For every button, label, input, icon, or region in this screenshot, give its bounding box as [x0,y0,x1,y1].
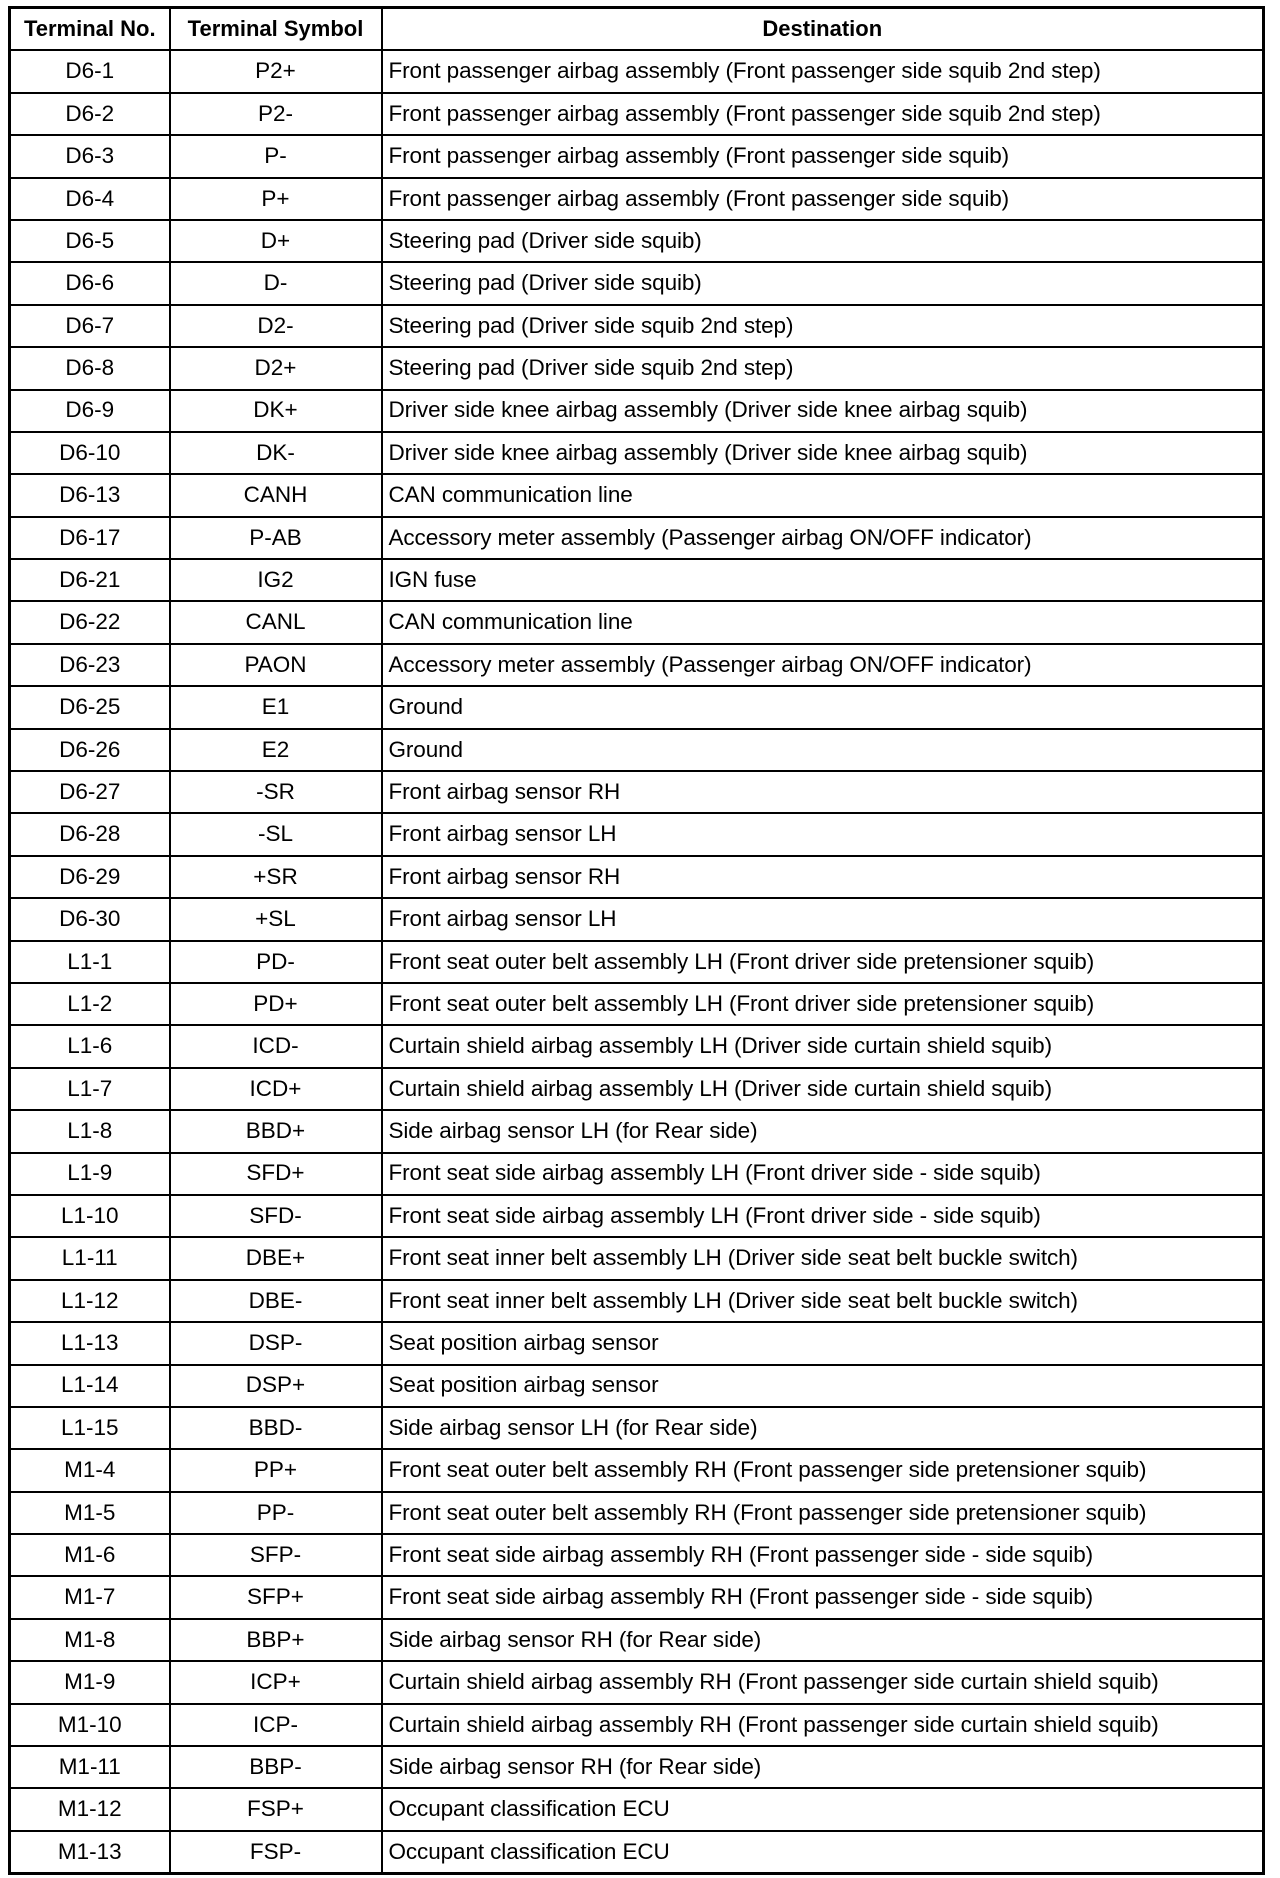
destination-cell: Ground [382,686,1264,728]
destination-cell: Driver side knee airbag assembly (Driver side knee airbag squib) [382,390,1264,432]
table-row [10,262,1264,304]
terminal-symbol-cell: BBP- [170,1746,382,1788]
terminal-symbol-cell: DBE+ [170,1237,382,1279]
header-row [10,8,1264,51]
table-header [10,8,1264,51]
destination-cell: Front passenger airbag assembly (Front passenger side squib 2nd step) [382,50,1264,92]
terminal-symbol-cell: D2- [170,305,382,347]
table-row [10,1025,1264,1067]
destination-cell: Front passenger airbag assembly (Front passenger side squib) [382,135,1264,177]
table-row [10,390,1264,432]
destination-cell: Steering pad (Driver side squib) [382,262,1264,304]
table-body [10,50,1264,1873]
terminal-no-cell: D6-1 [10,50,170,92]
terminal-symbol-cell: E2 [170,729,382,771]
destination-cell: Occupant classification ECU [382,1831,1264,1874]
terminal-no-cell: M1-10 [10,1704,170,1746]
table-row [10,1153,1264,1195]
terminal-symbol-cell: PD- [170,941,382,983]
table-row [10,1322,1264,1364]
destination-cell: Front seat side airbag assembly RH (Front passenger side - side squib) [382,1534,1264,1576]
terminal-symbol-cell: CANL [170,601,382,643]
terminal-no-cell: L1-7 [10,1068,170,1110]
table-row [10,1237,1264,1279]
table-row [10,686,1264,728]
terminal-symbol-cell: ICD+ [170,1068,382,1110]
terminal-symbol-cell: P+ [170,178,382,220]
terminal-symbol-cell: SFD- [170,1195,382,1237]
destination-cell: Steering pad (Driver side squib) [382,220,1264,262]
destination-cell: Accessory meter assembly (Passenger airbag ON/OFF indicator) [382,517,1264,559]
terminal-no-cell: M1-11 [10,1746,170,1788]
terminal-no-cell: M1-12 [10,1788,170,1830]
terminal-no-cell: D6-29 [10,856,170,898]
terminal-symbol-cell: +SR [170,856,382,898]
terminal-symbol-cell: DSP- [170,1322,382,1364]
terminal-no-cell: M1-7 [10,1576,170,1618]
terminal-no-cell: D6-9 [10,390,170,432]
table-row [10,178,1264,220]
terminal-no-cell: D6-3 [10,135,170,177]
table-row [10,347,1264,389]
table-row [10,1831,1264,1874]
table-row [10,135,1264,177]
terminal-symbol-cell: DBE- [170,1280,382,1322]
terminal-symbol-cell: SFP- [170,1534,382,1576]
destination-cell: Driver side knee airbag assembly (Driver side knee airbag squib) [382,432,1264,474]
terminal-no-cell: M1-6 [10,1534,170,1576]
terminal-symbol-cell: BBD- [170,1407,382,1449]
terminal-no-cell: L1-2 [10,983,170,1025]
destination-cell: Steering pad (Driver side squib 2nd step) [382,305,1264,347]
terminal-symbol-cell: +SL [170,898,382,940]
terminal-no-cell: M1-8 [10,1619,170,1661]
terminal-no-cell: D6-13 [10,474,170,516]
table-row [10,1407,1264,1449]
terminal-symbol-cell: BBD+ [170,1110,382,1152]
destination-cell: Front seat side airbag assembly LH (Front driver side - side squib) [382,1195,1264,1237]
terminal-no-cell: D6-2 [10,93,170,135]
table-row [10,1492,1264,1534]
terminal-no-cell: M1-9 [10,1661,170,1703]
terminal-no-cell: L1-11 [10,1237,170,1279]
destination-cell: Seat position airbag sensor [382,1322,1264,1364]
terminal-symbol-cell: -SL [170,813,382,855]
terminal-no-cell: D6-5 [10,220,170,262]
terminal-symbol-cell: P- [170,135,382,177]
terminal-symbol-cell: P2- [170,93,382,135]
terminal-symbol-cell: D+ [170,220,382,262]
destination-cell: Side airbag sensor RH (for Rear side) [382,1619,1264,1661]
destination-cell: Side airbag sensor LH (for Rear side) [382,1407,1264,1449]
terminal-no-cell: D6-22 [10,601,170,643]
terminal-symbol-cell: PD+ [170,983,382,1025]
destination-cell: Front seat outer belt assembly LH (Front driver side pretensioner squib) [382,983,1264,1025]
table-row [10,813,1264,855]
header-terminal-no: Terminal No. [10,8,170,51]
table-row [10,1619,1264,1661]
terminal-symbol-cell: E1 [170,686,382,728]
terminal-symbol-cell: DK- [170,432,382,474]
destination-cell: Curtain shield airbag assembly LH (Driver side curtain shield squib) [382,1025,1264,1067]
terminal-symbol-cell: SFD+ [170,1153,382,1195]
terminal-symbol-cell: D2+ [170,347,382,389]
table-row [10,983,1264,1025]
header-terminal-symbol: Terminal Symbol [170,8,382,51]
table-row [10,644,1264,686]
header-destination: Destination [382,8,1264,51]
destination-cell: IGN fuse [382,559,1264,601]
terminal-no-cell: D6-23 [10,644,170,686]
terminal-symbol-cell: IG2 [170,559,382,601]
terminal-symbol-cell: ICP+ [170,1661,382,1703]
table-row [10,1534,1264,1576]
table-row [10,1449,1264,1491]
terminal-symbol-cell: D- [170,262,382,304]
terminal-no-cell: L1-10 [10,1195,170,1237]
terminal-table-container [8,6,1262,1875]
table-row [10,601,1264,643]
terminal-symbol-cell: PP- [170,1492,382,1534]
destination-cell: Front airbag sensor LH [382,898,1264,940]
table-row [10,1280,1264,1322]
destination-cell: CAN communication line [382,474,1264,516]
terminal-no-cell: M1-4 [10,1449,170,1491]
destination-cell: Front seat side airbag assembly LH (Front driver side - side squib) [382,1153,1264,1195]
destination-cell: Front passenger airbag assembly (Front passenger side squib 2nd step) [382,93,1264,135]
table-row [10,1195,1264,1237]
destination-cell: Curtain shield airbag assembly RH (Front passenger side curtain shield squib) [382,1704,1264,1746]
terminal-no-cell: D6-7 [10,305,170,347]
table-row [10,559,1264,601]
destination-cell: Front airbag sensor LH [382,813,1264,855]
terminal-no-cell: M1-5 [10,1492,170,1534]
destination-cell: Front seat outer belt assembly LH (Front driver side pretensioner squib) [382,941,1264,983]
destination-cell: Front seat side airbag assembly RH (Front passenger side - side squib) [382,1576,1264,1618]
terminal-table [8,6,1265,1875]
terminal-no-cell: D6-10 [10,432,170,474]
table-row [10,305,1264,347]
table-row [10,898,1264,940]
destination-cell: Front airbag sensor RH [382,856,1264,898]
terminal-symbol-cell: PP+ [170,1449,382,1491]
table-row [10,1576,1264,1618]
table-row [10,1661,1264,1703]
table-row [10,1704,1264,1746]
destination-cell: Steering pad (Driver side squib 2nd step) [382,347,1264,389]
terminal-symbol-cell: -SR [170,771,382,813]
terminal-symbol-cell: CANH [170,474,382,516]
terminal-no-cell: D6-4 [10,178,170,220]
terminal-symbol-cell: DSP+ [170,1365,382,1407]
table-row [10,220,1264,262]
terminal-no-cell: L1-12 [10,1280,170,1322]
terminal-no-cell: D6-30 [10,898,170,940]
terminal-no-cell: D6-28 [10,813,170,855]
destination-cell: Accessory meter assembly (Passenger airbag ON/OFF indicator) [382,644,1264,686]
terminal-no-cell: L1-13 [10,1322,170,1364]
terminal-symbol-cell: ICP- [170,1704,382,1746]
terminal-no-cell: L1-9 [10,1153,170,1195]
destination-cell: Front seat outer belt assembly RH (Front passenger side pretensioner squib) [382,1492,1264,1534]
table-row [10,856,1264,898]
terminal-no-cell: D6-21 [10,559,170,601]
destination-cell: Curtain shield airbag assembly RH (Front passenger side curtain shield squib) [382,1661,1264,1703]
table-row [10,1365,1264,1407]
terminal-symbol-cell: PAON [170,644,382,686]
terminal-no-cell: D6-17 [10,517,170,559]
destination-cell: Seat position airbag sensor [382,1365,1264,1407]
terminal-no-cell: L1-1 [10,941,170,983]
terminal-no-cell: L1-15 [10,1407,170,1449]
table-row [10,771,1264,813]
terminal-no-cell: D6-6 [10,262,170,304]
terminal-no-cell: D6-8 [10,347,170,389]
terminal-no-cell: L1-6 [10,1025,170,1067]
table-row [10,1068,1264,1110]
table-row [10,729,1264,771]
terminal-no-cell: L1-8 [10,1110,170,1152]
destination-cell: Side airbag sensor RH (for Rear side) [382,1746,1264,1788]
destination-cell: Front airbag sensor RH [382,771,1264,813]
terminal-symbol-cell: DK+ [170,390,382,432]
terminal-no-cell: M1-13 [10,1831,170,1874]
table-row [10,93,1264,135]
terminal-symbol-cell: BBP+ [170,1619,382,1661]
table-row [10,474,1264,516]
terminal-symbol-cell: ICD- [170,1025,382,1067]
destination-cell: CAN communication line [382,601,1264,643]
table-row [10,1788,1264,1830]
terminal-symbol-cell: FSP- [170,1831,382,1874]
destination-cell: Front passenger airbag assembly (Front passenger side squib) [382,178,1264,220]
destination-cell: Front seat inner belt assembly LH (Driver side seat belt buckle switch) [382,1280,1264,1322]
terminal-no-cell: D6-27 [10,771,170,813]
table-row [10,517,1264,559]
terminal-symbol-cell: FSP+ [170,1788,382,1830]
destination-cell: Curtain shield airbag assembly LH (Driver side curtain shield squib) [382,1068,1264,1110]
table-row [10,1746,1264,1788]
destination-cell: Occupant classification ECU [382,1788,1264,1830]
table-row [10,1110,1264,1152]
terminal-no-cell: D6-26 [10,729,170,771]
table-row [10,432,1264,474]
destination-cell: Front seat inner belt assembly LH (Driver side seat belt buckle switch) [382,1237,1264,1279]
terminal-symbol-cell: SFP+ [170,1576,382,1618]
terminal-no-cell: D6-25 [10,686,170,728]
terminal-symbol-cell: P2+ [170,50,382,92]
terminal-symbol-cell: P-AB [170,517,382,559]
destination-cell: Side airbag sensor LH (for Rear side) [382,1110,1264,1152]
table-row [10,941,1264,983]
destination-cell: Front seat outer belt assembly RH (Front passenger side pretensioner squib) [382,1449,1264,1491]
table-row [10,50,1264,92]
terminal-no-cell: L1-14 [10,1365,170,1407]
destination-cell: Ground [382,729,1264,771]
